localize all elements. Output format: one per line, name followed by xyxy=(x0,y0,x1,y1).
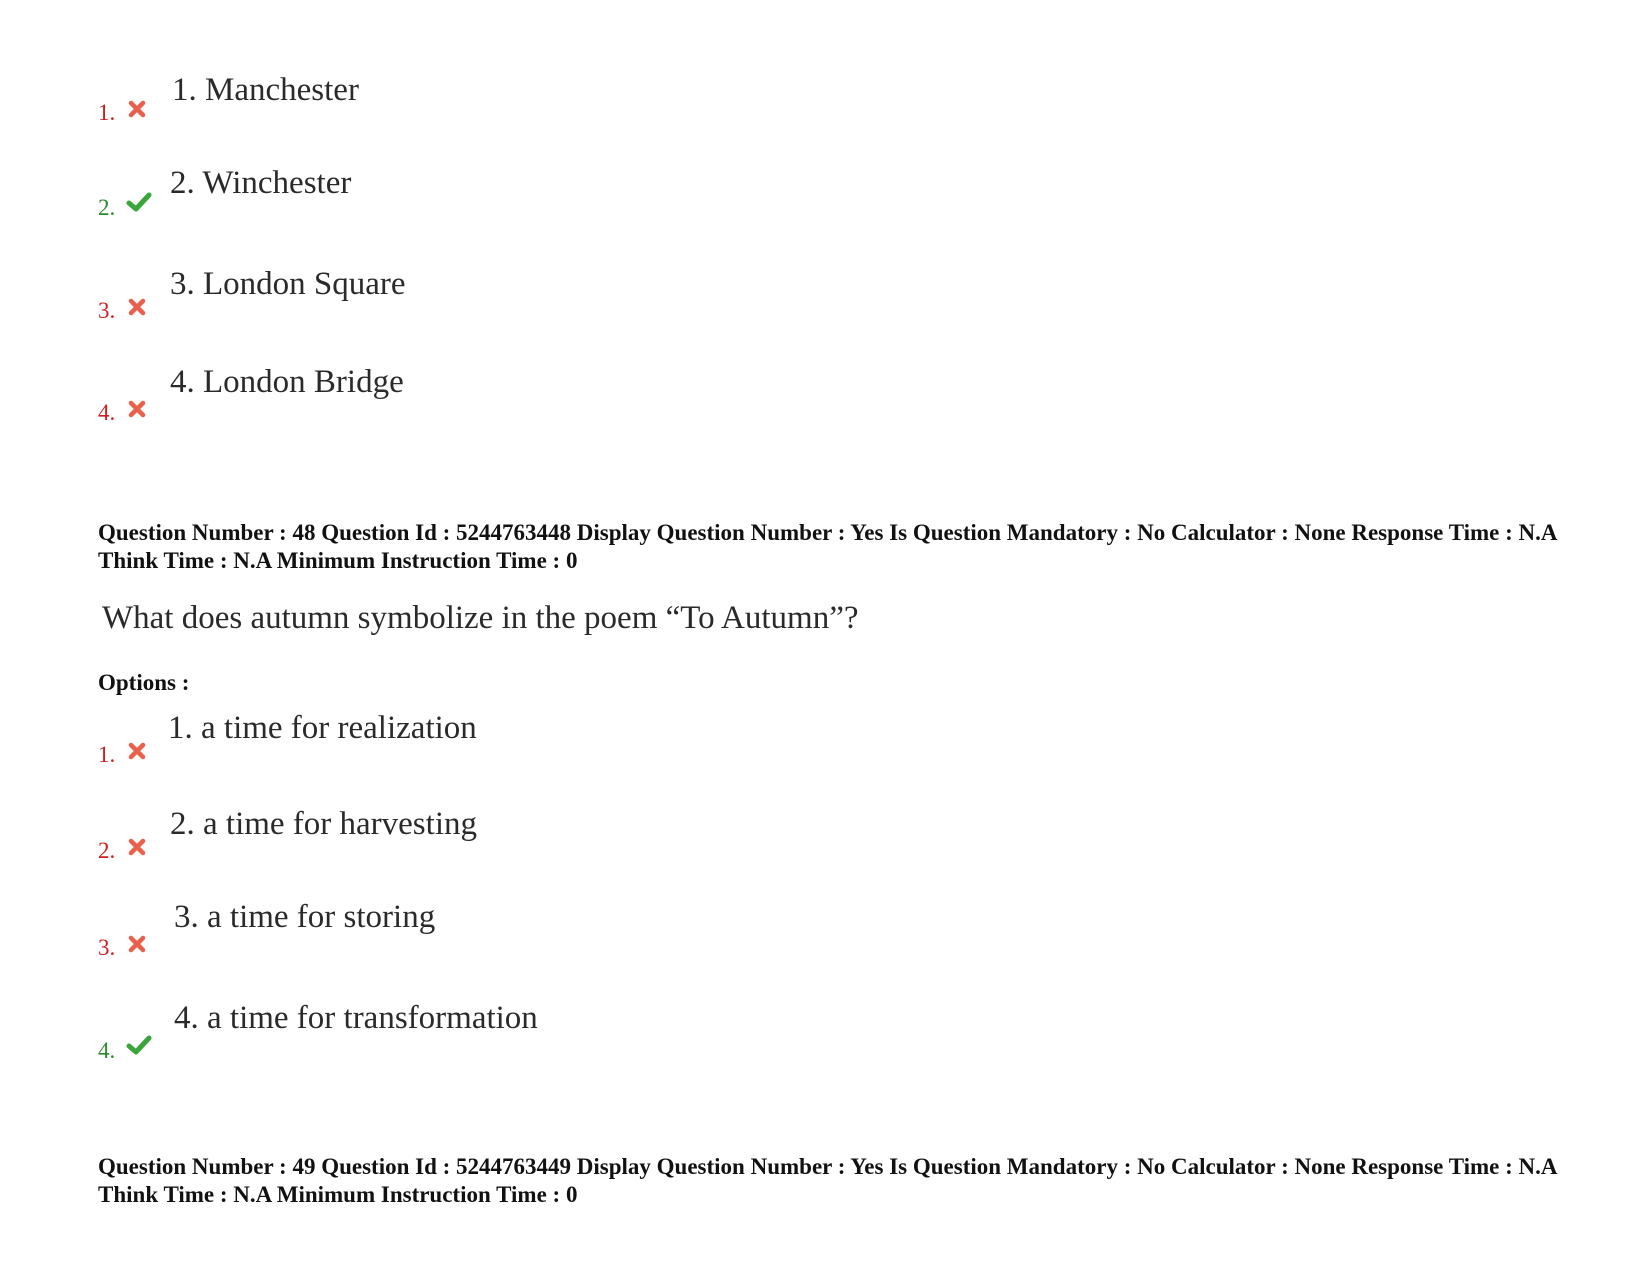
question-text: What does autumn symbolize in the poem “To Autumn”? xyxy=(102,600,859,636)
option-row xyxy=(0,808,1000,868)
question-meta: Question Number : 48 Question Id : 5244763448 Display Question Number : Yes Is Question Mandatory : No Calculator : None Response Time : N.A Think Time : N.A Minimum Instruction Time : 0 xyxy=(98,520,1557,573)
option-row xyxy=(0,712,1000,772)
question-meta: Question Number : 49 Question Id : 5244763449 Display Question Number : Yes Is Question Mandatory : No Calculator : None Response Time : N.A Think Time : N.A Minimum Instruction Time : 0 xyxy=(98,1154,1557,1207)
option-number: 4. xyxy=(98,1038,116,1063)
cross-icon xyxy=(126,398,148,420)
option-row xyxy=(0,899,1000,965)
cross-icon xyxy=(126,98,148,120)
check-icon xyxy=(126,191,152,213)
cross-icon xyxy=(126,296,148,318)
option-number: 4. xyxy=(98,400,116,425)
option-row xyxy=(0,70,1000,130)
option-row xyxy=(0,364,1000,430)
option-text: 3. a time for storing xyxy=(174,899,436,935)
option-number: 2. xyxy=(98,195,116,220)
option-number: 1. xyxy=(98,742,116,767)
option-text: 4. a time for transformation xyxy=(174,1000,538,1036)
option-row xyxy=(0,1000,1000,1068)
options-label: Options : xyxy=(98,670,190,695)
cross-icon xyxy=(126,933,148,955)
option-number: 3. xyxy=(98,935,116,960)
cross-icon xyxy=(126,740,148,762)
option-text: 4. London Bridge xyxy=(170,364,404,400)
check-icon xyxy=(126,1034,152,1056)
option-text: 3. London Square xyxy=(170,266,406,302)
option-text: 1. a time for realization xyxy=(168,710,477,746)
option-text: 1. Manchester xyxy=(172,72,359,108)
option-number: 3. xyxy=(98,298,116,323)
option-text: 2. a time for harvesting xyxy=(170,806,477,842)
option-row xyxy=(0,268,1000,328)
option-number: 2. xyxy=(98,838,116,863)
option-number: 1. xyxy=(98,100,116,125)
option-row xyxy=(0,165,1000,225)
option-text: 2. Winchester xyxy=(170,165,352,201)
cross-icon xyxy=(126,836,148,858)
